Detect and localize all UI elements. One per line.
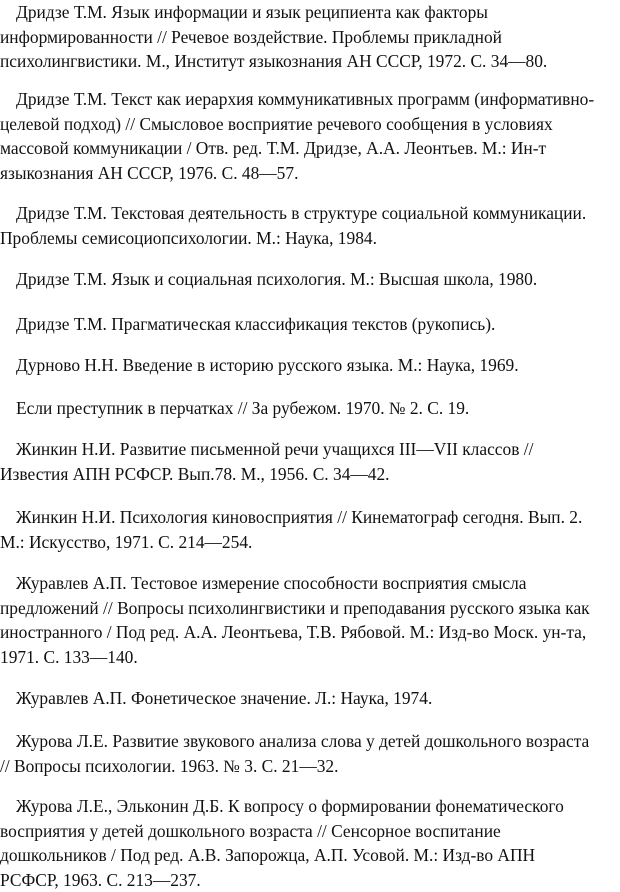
entry-line: информированности // Речевое воздействие. Проблемы прикладной <box>0 26 502 47</box>
bibliography-entry <box>0 87 619 185</box>
bibliography-entry <box>0 729 619 778</box>
entry-line: целевой подход) // Смысловое восприятие речевого сообщения в условиях <box>0 113 553 134</box>
entry-line: Дридзе Т.М. Язык и социальная психология. М.: Высшая школа, 1980. <box>16 269 538 289</box>
bibliography-entry <box>0 0 619 74</box>
entry-line: Жинкин Н.И. Психология киновосприятия // Кинематограф сегодня. Вып. 2. <box>16 507 583 527</box>
entry-line: языкознания АН СССР, 1976. С. 48—57. <box>0 162 299 183</box>
bibliography-entry <box>0 571 619 669</box>
entry-line: иностранного / Под ред. А.А. Леонтьева, Т.В. Рябовой. М.: Изд-во Моск. ун-та, <box>0 622 587 643</box>
entry-line: Жинкин Н.И. Развитие письменной речи учащихся III—VII классов // <box>16 439 534 459</box>
bibliography-entry <box>0 437 619 486</box>
entry-line: Журавлев А.П. Фонетическое значение. Л.: Наука, 1974. <box>16 688 433 708</box>
bibliography-entry <box>0 312 619 337</box>
bibliography-entry <box>0 353 619 378</box>
bibliography-entry <box>0 505 619 554</box>
bibliography-entry <box>0 794 619 892</box>
entry-line: 1971. С. 133—140. <box>0 646 138 667</box>
entry-line: Дридзе Т.М. Язык информации и язык реципиента как факторы <box>16 2 488 22</box>
bibliography-entry <box>0 201 619 250</box>
entry-line: предложений // Вопросы психолингвистики и преподавания русского языка как <box>0 597 590 618</box>
entry-line: психолингвистики. М., Институт языкознания АН СССР, 1972. С. 34—80. <box>0 51 548 72</box>
bibliography-entry <box>0 396 619 421</box>
entry-line: дошкольников / Под ред. А.В. Запорожца, А.П. Усовой. М.: Изд-во АПН <box>0 845 536 866</box>
entry-line: Журавлев А.П. Тестовое измерение способности восприятия смысла <box>16 573 527 593</box>
bibliography-entry <box>0 686 619 711</box>
entry-line: Дридзе Т.М. Текст как иерархия коммуникативных программ (информативно- <box>16 89 595 109</box>
entry-line: РСФСР, 1963. С. 213—237. <box>0 869 201 890</box>
bibliography-entry <box>0 267 619 292</box>
entry-line: Журова Л.Е. Развитие звукового анализа слова у детей дошкольного возраста <box>16 731 590 751</box>
entry-line: // Вопросы психологии. 1963. № 3. С. 21—32. <box>0 755 339 776</box>
entry-line: Дурново Н.Н. Введение в историю русского языка. М.: Наука, 1969. <box>16 355 519 375</box>
entry-line: восприятия у детей дошкольного возраста // Сенсорное воспитание <box>0 820 501 841</box>
entry-line: Дридзе Т.М. Текстовая деятельность в структуре социальной коммуникации. <box>16 203 587 223</box>
entry-line: Дридзе Т.М. Прагматическая классификация текстов (рукопись). <box>16 314 496 334</box>
entry-line: Проблемы семисоциопсихологии. М.: Наука, 1984. <box>0 227 377 248</box>
entry-line: Если преступник в перчатках // За рубежом. 1970. № 2. С. 19. <box>16 398 470 418</box>
entry-line: М.: Искусство, 1971. С. 214—254. <box>0 531 253 552</box>
entry-line: Известия АПН РСФСР. Вып.78. М., 1956. С. 34—42. <box>0 463 390 484</box>
entry-line: Журова Л.Е., Эльконин Д.Б. К вопросу о формировании фонематического <box>16 796 564 816</box>
entry-line: массовой коммуникации / Отв. ред. Т.М. Дридзе, А.А. Леонтьев. М.: Ин-т <box>0 138 547 159</box>
